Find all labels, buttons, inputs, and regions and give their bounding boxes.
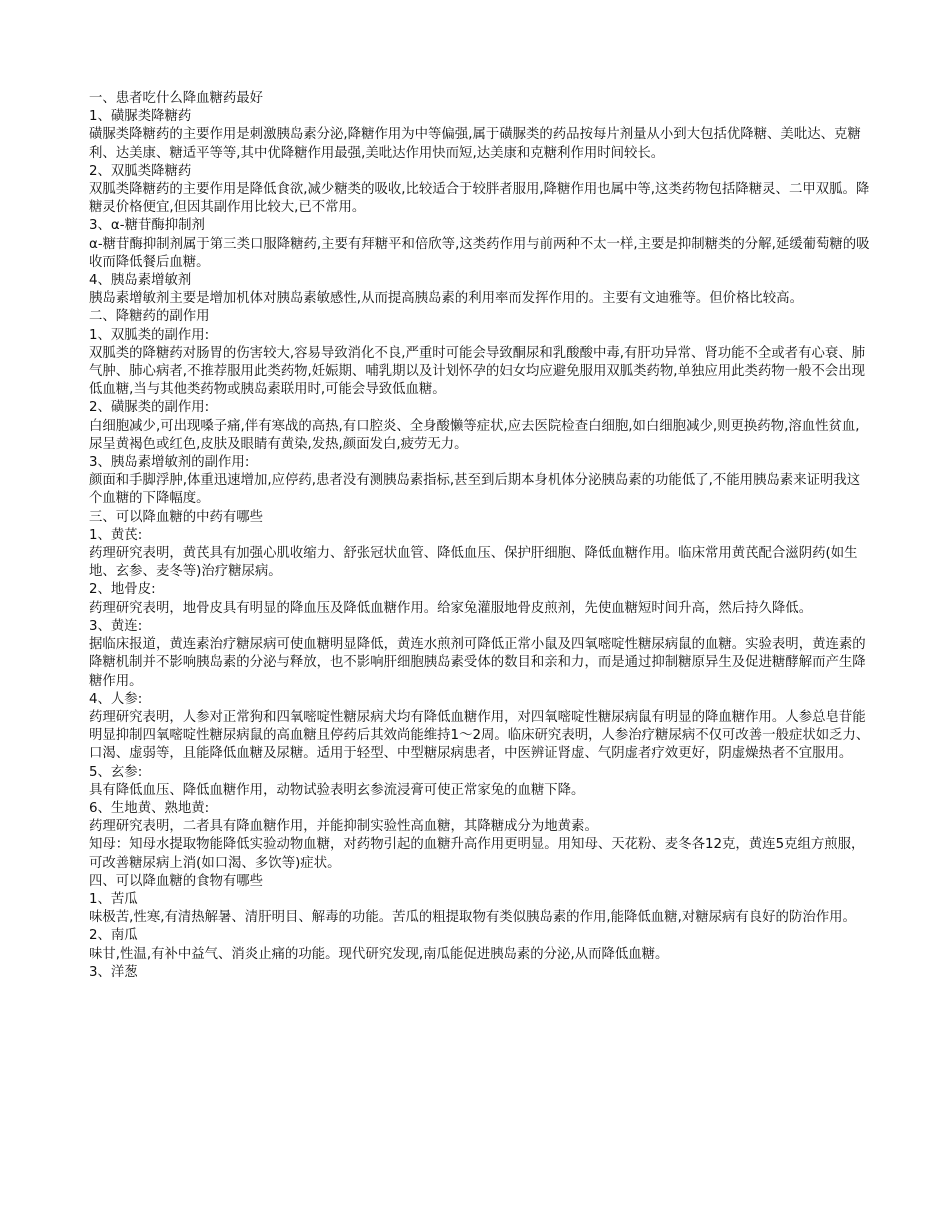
paragraph: 胰岛素增敏剂主要是增加机体对胰岛素敏感性,从而提高胰岛素的利用率而发挥作用的。主要有文迪雅等。但价格比较高。 (89, 291, 803, 307)
subheading: 1、苦瓜 (89, 891, 138, 907)
subheading: 2、地骨皮: (89, 582, 156, 598)
paragraph: 知母：知母水提取物能降低实验动物血糖，对药物引起的血糖升高作用更明显。用知母、天花粉、麦冬各12克，黄连5克组方煎服，可改善糖尿病上消(如口渴、多饮等)症状。 (89, 837, 865, 871)
paragraph: 药理研究表明，黄芪具有加强心肌收缩力、舒张冠状血管、降低血压、保护肝细胞、降低血糖作用。临床常用黄芪配合滋阴药(如生地、玄参、麦冬等)治疗糖尿病。 (89, 546, 858, 580)
paragraph: 具有降低血压、降低血糖作用，动物试验表明玄参流浸膏可使正常家兔的血糖下降。 (89, 782, 585, 798)
paragraph: 味甘,性温,有补中益气、消炎止痛的功能。现代研究发现,南瓜能促进胰岛素的分泌,从而降低血糖。 (89, 946, 669, 962)
subheading: 4、胰岛素增敏剂 (89, 273, 192, 289)
subheading: 5、玄参: (89, 764, 143, 780)
subheading: 2、磺脲类的副作用: (89, 400, 210, 416)
subheading: 4、人参: (89, 691, 143, 707)
subheading: 1、双胍类的副作用: (89, 327, 210, 343)
paragraph: 双胍类降糖药的主要作用是降低食欲,减少糖类的吸收,比较适合于较胖者服用,降糖作用也属中等,这类药物包括降糖灵、二甲双胍。降糖灵价格便宜,但因其副作用比较大,已不常用。 (89, 182, 870, 216)
subheading: 6、生地黄、熟地黄: (89, 800, 210, 816)
paragraph: 味极苦,性寒,有清热解暑、清肝明目、解毒的功能。苦瓜的粗提取物有类似胰岛素的作用,能降低血糖,对糖尿病有良好的防治作用。 (89, 910, 856, 926)
paragraph: α-糖苷酶抑制剂属于第三类口服降糖药,主要有拜糖平和倍欣等,这类药作用与前两种不太一样,主要是抑制糖类的分解,延缓葡萄糖的吸收而降低餐后血糖。 (89, 236, 870, 270)
paragraph: 药理研究表明，地骨皮具有明显的降血压及降低血糖作用。给家兔灌服地骨皮煎剂，先使血糖短时间升高，然后持久降低。 (89, 600, 813, 616)
heading-1: 一、患者吃什么降血糖药最好 (89, 91, 264, 106)
paragraph: 据临床报道，黄连素治疗糖尿病可使血糖明显降低，黄连水煎剂可降低正常小鼠及四氧嘧啶性糖尿病鼠的血糖。实验表明，黄连素的降糖机制并不影响胰岛素的分泌与释放，也不影响肝细胞胰岛素受体的数目和亲和力，而是通过抑制糖原异生及促进糖酵解而产生降糖作用。 (89, 637, 866, 689)
heading-2: 二、降糖药的副作用 (89, 309, 210, 325)
subheading: 1、磺脲类降糖药 (89, 109, 192, 125)
heading-4: 四、可以降血糖的食物有哪些 (89, 873, 264, 889)
paragraph: 药理研究表明，二者具有降血糖作用，并能抑制实验性高血糖，其降糖成分为地黄素。 (89, 819, 598, 835)
subheading: 2、南瓜 (89, 928, 138, 944)
paragraph: 药理研究表明，人参对正常狗和四氧嘧啶性糖尿病犬均有降低血糖作用，对四氧嘧啶性糖尿病鼠有明显的降血糖作用。人参总皂苷能明显抑制四氧嘧啶性糖尿病鼠的高血糖且停药后其效尚能维持1～2周。临床研究表明，人参治疗糖尿病不仅可改善一般症状如乏力、口渴、虚弱等，且能降低血糖及尿糖。适用于轻型、中型糖尿病患者，中医辨证肾虚、气阴虚者疗效更好，阴虚燥热者不宜服用。 (89, 709, 870, 762)
subheading: 2、双胍类降糖药 (89, 163, 192, 179)
subheading: 3、胰岛素增敏剂的副作用: (89, 455, 250, 471)
subheading: 1、黄芪: (89, 527, 143, 543)
paragraph: 双胍类的降糖药对肠胃的伤害较大,容易导致消化不良,严重时可能会导致酮尿和乳酸酸中毒,有肝功异常、肾功能不全或者有心衰、肺气肿、肺心病者,不推荐服用此类药物,妊娠期、哺乳期以及计划怀孕的妇女均应避免服用双胍类药物,单独应用此类药物一般不会出现低血糖,当与其他类药物或胰岛素联用时,可能会导致低血糖。 (89, 345, 866, 398)
paragraph: 白细胞减少,可出现嗓子痛,伴有寒战的高热,有口腔炎、全身酸懒等症状,应去医院检查白细胞,如白细胞减少,则更换药物,溶血性贫血,尿呈黄褐色或红色,皮肤及眼睛有黄染,发热,颜面发白,疲劳无力。 (89, 418, 860, 452)
paragraph: 颜面和手脚浮肿,体重迅速增加,应停药,患者没有测胰岛素指标,甚至到后期本身机体分泌胰岛素的功能低了,不能用胰岛素来证明我这个血糖的下降幅度。 (89, 473, 861, 507)
paragraph: 磺脲类降糖药的主要作用是刺激胰岛素分泌,降糖作用为中等偏强,属于磺脲类的药品按每片剂量从小到大包括优降糖、美吡达、克糖利、达美康、糖适平等等,其中优降糖作用最强,美吡达作用快而短,达美康和克糖利作用时间较长。 (89, 127, 861, 161)
subheading: 3、洋葱 (89, 964, 138, 980)
subheading: 3、α-糖苷酶抑制剂 (89, 218, 205, 234)
heading-3: 三、可以降血糖的中药有哪些 (89, 509, 264, 525)
subheading: 3、黄连: (89, 618, 143, 634)
